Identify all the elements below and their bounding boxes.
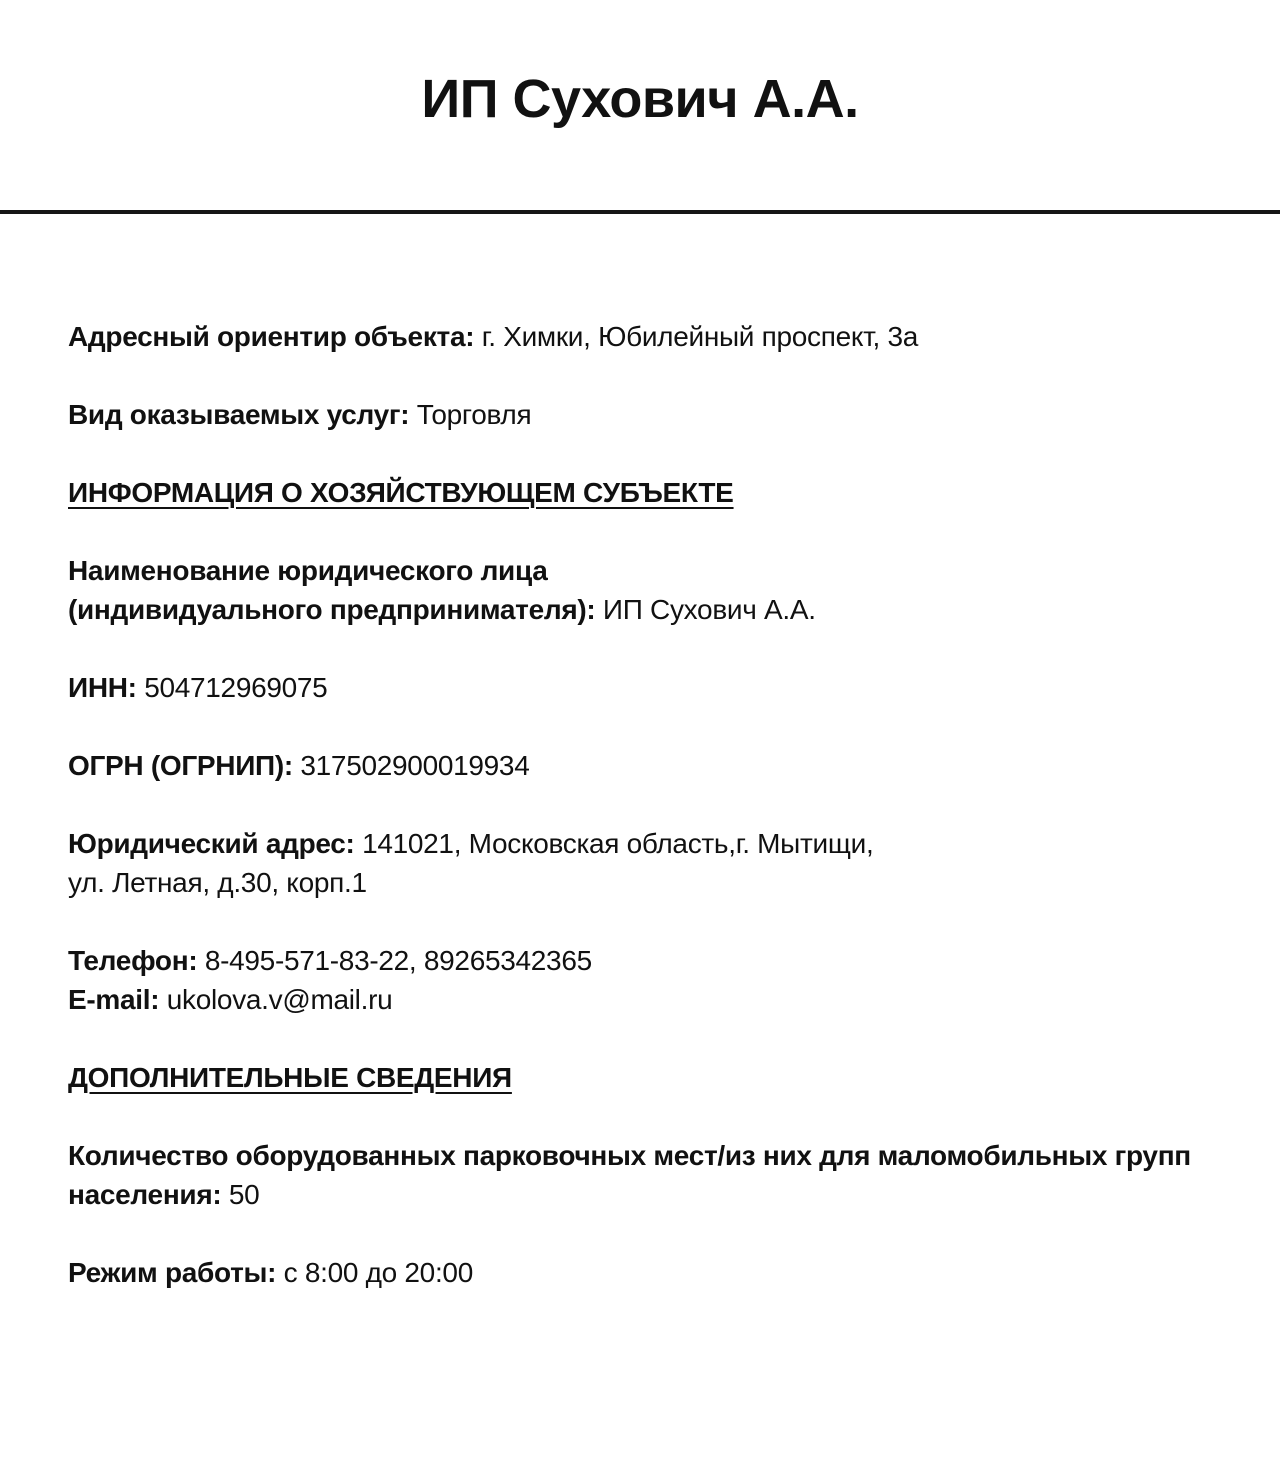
parking-row: [68, 1136, 1212, 1214]
contacts-row: [68, 941, 1212, 1019]
parking-label-line2: населения:: [68, 1179, 222, 1210]
service-type-value: Торговля: [416, 399, 532, 430]
legal-address-label: Юридический адрес:: [68, 828, 355, 859]
email-label: E-mail:: [68, 984, 160, 1015]
object-address-value: г. Химки, Юбилейный проспект, 3а: [481, 321, 919, 352]
phone-value: 8-495-571-83-22, 89265342365: [204, 945, 592, 976]
entity-name-row: [68, 551, 1212, 629]
additional-section-heading: ДОПОЛНИТЕЛЬНЫЕ СВЕДЕНИЯ: [68, 1062, 512, 1093]
object-address-label: Адресный ориентир объекта:: [68, 321, 475, 352]
entity-name-label-line2: (индивидуального предпринимателя):: [68, 594, 596, 625]
phone-label: Телефон:: [68, 945, 198, 976]
parking-label-line1: Количество оборудованных парковочных мест/из них для маломобильных групп: [68, 1140, 1191, 1171]
document-body: [0, 317, 1280, 1292]
horizontal-divider: [0, 210, 1280, 214]
legal-address-value-line2: ул. Летная, д.30, корп.1: [68, 867, 367, 898]
entity-name-value: ИП Сухович А.А.: [602, 594, 816, 625]
ogrn-value: 317502900019934: [300, 750, 530, 781]
working-hours-row: [68, 1253, 1212, 1292]
legal-address-value-line1: 141021, Московская область,г. Мытищи,: [362, 828, 874, 859]
ogrn-row: [68, 746, 1212, 785]
parking-value: 50: [228, 1179, 260, 1210]
inn-row: [68, 668, 1212, 707]
legal-address-row: [68, 824, 1212, 902]
service-type-label: Вид оказываемых услуг:: [68, 399, 410, 430]
working-hours-label: Режим работы:: [68, 1257, 277, 1288]
service-type-row: [68, 395, 1212, 434]
page-title: ИП Сухович А.А.: [421, 69, 859, 129]
inn-value: 504712969075: [144, 672, 328, 703]
object-address-row: [68, 317, 1212, 356]
ogrn-label: ОГРН (ОГРНИП):: [68, 750, 293, 781]
inn-label: ИНН:: [68, 672, 137, 703]
entity-name-label-line1: Наименование юридического лица: [68, 555, 548, 586]
email-value: ukolova.v@mail.ru: [166, 984, 393, 1015]
business-section-heading: ИНФОРМАЦИЯ О ХОЗЯЙСТВУЮЩЕМ СУБЪЕКТЕ: [68, 477, 734, 508]
working-hours-value: с 8:00 до 20:00: [283, 1257, 473, 1288]
